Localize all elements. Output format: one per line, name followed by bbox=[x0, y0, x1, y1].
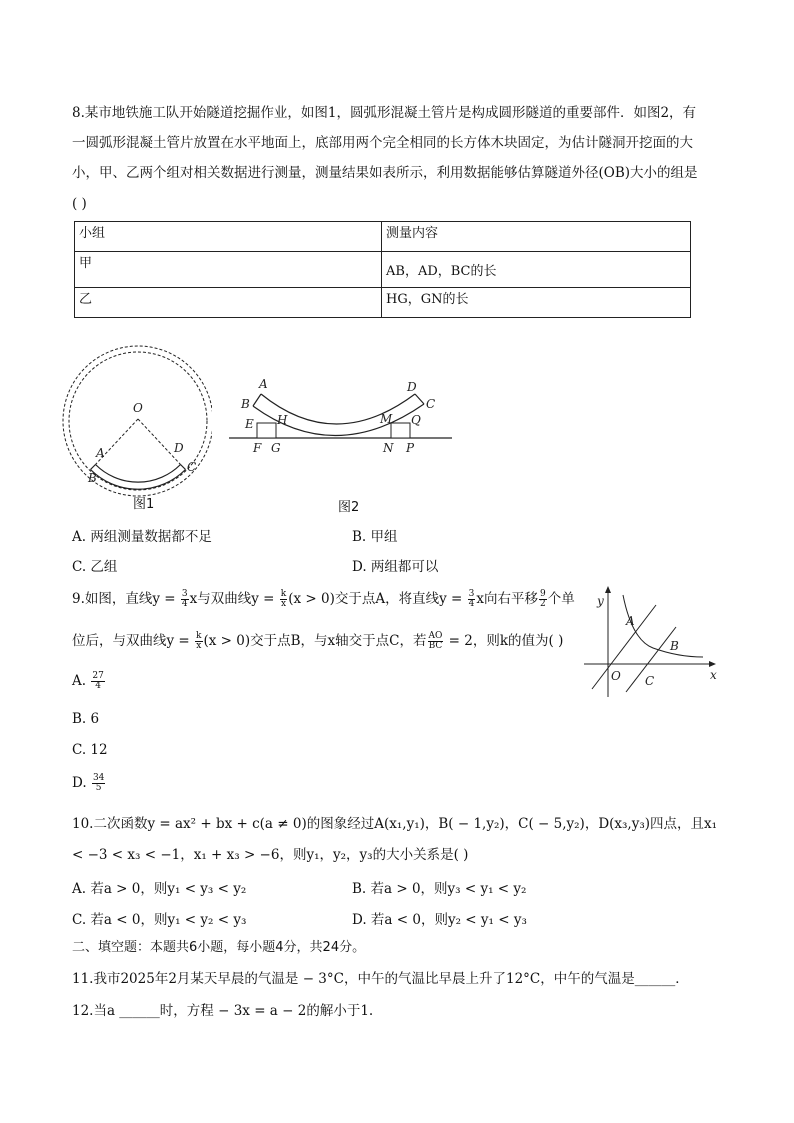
table-header-row bbox=[75, 222, 691, 252]
q9-line-2 bbox=[72, 632, 563, 651]
q10-line-2: < −3 < x₃ < −1，x₁ + x₃ > −6，则y₁，y₂，y₃的大小关系是( ) bbox=[72, 847, 469, 863]
label-A: A bbox=[626, 614, 635, 628]
label-P: P bbox=[406, 441, 415, 455]
figure-1-caption: 图1 bbox=[133, 497, 155, 512]
label-D: D bbox=[174, 441, 184, 455]
q12-line: 12.当a ______时，方程 − 3x = a − 2的解小于1. bbox=[72, 1003, 374, 1019]
fraction-9-2 bbox=[539, 590, 547, 609]
q9-option-b[interactable]: B. 6 bbox=[72, 711, 100, 727]
segment-right-end bbox=[415, 394, 424, 404]
q8-line-2: 一圆弧形混凝土管片放置在水平地面上，底部用两个完全相同的长方体木块固定，为估计隧洞开挖面的大 bbox=[72, 135, 693, 151]
q10-line-1: 10.二次函数y = ax² + bx + c(a ≠ 0)的图象经过A(x₁,y₁)，B( − 1,y₂)，C( − 5,y₂)，D(x₃,y₃)四点，且x₁ bbox=[72, 816, 718, 832]
numerator: k bbox=[196, 631, 202, 641]
q10-option-d[interactable]: D. 若a < 0，则y₂ < y₁ < y₃ bbox=[352, 912, 527, 928]
label-D: D bbox=[407, 380, 417, 394]
segment-inner-arc bbox=[96, 465, 181, 483]
q8-line-3: 小，甲、乙两个组对相关数据进行测量，测量结果如表所示，利用数据能够估算隧道外径(OB)大小的组是 bbox=[72, 165, 698, 181]
fraction-34-5 bbox=[92, 774, 105, 793]
section-heading: 二、填空题：本题共6小题，每小题4分，共24分。 bbox=[72, 940, 366, 955]
label-B: B bbox=[670, 639, 679, 653]
q10-option-a[interactable]: A. 若a > 0，则y₁ < y₃ < y₂ bbox=[72, 881, 247, 897]
q8-option-d[interactable]: D. 两组都可以 bbox=[352, 559, 439, 575]
table-row bbox=[75, 288, 691, 318]
q9-text-2: x与双曲线y = bbox=[189, 591, 279, 607]
q9-text-3: (x > 0)交于点A，将直线y = bbox=[288, 591, 467, 607]
denominator: 4 bbox=[181, 599, 188, 609]
label-H: H bbox=[277, 413, 288, 427]
label-O: O bbox=[133, 401, 143, 415]
label-A: A bbox=[259, 377, 268, 391]
x-axis-arrow bbox=[709, 661, 716, 667]
numerator: 34 bbox=[92, 773, 105, 783]
label-C: C bbox=[187, 460, 197, 474]
label-G: G bbox=[271, 441, 281, 455]
q9-text-7: (x > 0)交于点B，与x轴交于点C，若 bbox=[203, 633, 427, 649]
table-cell-group: 乙 bbox=[75, 288, 382, 318]
q8-line-1: 8.某市地铁施工队开始隧道挖掘作业，如图1，圆弧形混凝土管片是构成圆形隧道的重要部件．如图2，有 bbox=[72, 105, 697, 121]
label-N: N bbox=[383, 441, 394, 455]
denominator: 4 bbox=[468, 599, 475, 609]
axis-label-x: x bbox=[710, 668, 717, 682]
denominator: BC bbox=[428, 641, 443, 651]
axis-label-y: y bbox=[597, 594, 604, 608]
label-Q: Q bbox=[411, 413, 421, 427]
q10-option-c[interactable]: C. 若a < 0，则y₁ < y₂ < y₃ bbox=[72, 912, 247, 928]
q9-option-c[interactable]: C. 12 bbox=[72, 742, 108, 758]
table-cell-content: AB，AD，BC的长 bbox=[382, 252, 691, 288]
label-M: M bbox=[380, 412, 393, 426]
label-A: A bbox=[96, 446, 105, 460]
denominator: x bbox=[196, 641, 202, 651]
fraction-ao-bc bbox=[428, 632, 444, 651]
label-C: C bbox=[645, 674, 655, 688]
q8-option-b[interactable]: B. 甲组 bbox=[352, 529, 398, 545]
q8-option-a[interactable]: A. 两组测量数据都不足 bbox=[72, 529, 212, 545]
label-B: B bbox=[88, 471, 97, 485]
fraction-k-x bbox=[280, 590, 287, 609]
q8-option-c[interactable]: C. 乙组 bbox=[72, 559, 118, 575]
q9-text-6: 位后，与双曲线y = bbox=[72, 633, 195, 649]
table-header-content: 测量内容 bbox=[382, 222, 691, 252]
label-O: O bbox=[611, 669, 621, 683]
q9-text-5: 个单 bbox=[547, 591, 575, 607]
fraction-3-4 bbox=[181, 590, 189, 609]
option-letter: D. bbox=[72, 775, 87, 791]
numerator: 27 bbox=[92, 671, 104, 681]
hyperbola bbox=[623, 595, 703, 657]
measurement-table bbox=[74, 221, 691, 318]
option-letter: A. bbox=[72, 673, 87, 689]
q9-text-8: = 2，则k的值为( ) bbox=[444, 633, 564, 649]
numerator: 3 bbox=[181, 589, 188, 599]
figure-2-caption: 图2 bbox=[338, 500, 360, 515]
q9-option-a[interactable] bbox=[72, 672, 106, 691]
segment-left-edge bbox=[91, 465, 96, 470]
denominator: 4 bbox=[95, 681, 101, 691]
numerator: AO bbox=[428, 631, 443, 641]
numerator: 9 bbox=[540, 589, 546, 599]
q10-option-b[interactable]: B. 若a > 0，则y₃ < y₁ < y₂ bbox=[352, 881, 527, 897]
denominator: x bbox=[280, 599, 287, 609]
left-block bbox=[257, 423, 276, 438]
label-E: E bbox=[245, 417, 254, 431]
fraction-3-4 bbox=[468, 590, 476, 609]
figure-2 bbox=[225, 372, 460, 462]
q9-graph bbox=[578, 585, 723, 700]
q8-line-4: ( ) bbox=[72, 196, 87, 212]
q9-option-d[interactable] bbox=[72, 774, 106, 793]
table-row bbox=[75, 252, 691, 288]
q9-text-1: 9.如图，直线y = bbox=[72, 591, 180, 607]
q11-line: 11.我市2025年2月某天早晨的气温是 − 3°C，中午的气温比早晨上升了12°C，中午的气温是______． bbox=[72, 971, 689, 987]
table-cell-group: 甲 bbox=[75, 252, 382, 288]
right-block bbox=[391, 423, 410, 438]
y-axis-arrow bbox=[605, 586, 611, 593]
fraction-k-x bbox=[195, 632, 202, 651]
numerator: 3 bbox=[468, 589, 475, 599]
q9-line-1 bbox=[72, 590, 575, 609]
fraction-27-4 bbox=[91, 672, 104, 691]
table-header-group: 小组 bbox=[75, 222, 382, 252]
segment-left-end bbox=[253, 394, 261, 406]
segment-right-edge bbox=[181, 465, 186, 470]
label-F: F bbox=[253, 441, 262, 455]
label-C: C bbox=[426, 397, 436, 411]
denominator: 2 bbox=[540, 599, 546, 609]
table-cell-content: HG，GN的长 bbox=[382, 288, 691, 318]
numerator: k bbox=[280, 589, 287, 599]
denominator: 5 bbox=[95, 783, 102, 793]
label-B: B bbox=[241, 397, 250, 411]
q9-text-4: x向右平移 bbox=[476, 591, 539, 607]
